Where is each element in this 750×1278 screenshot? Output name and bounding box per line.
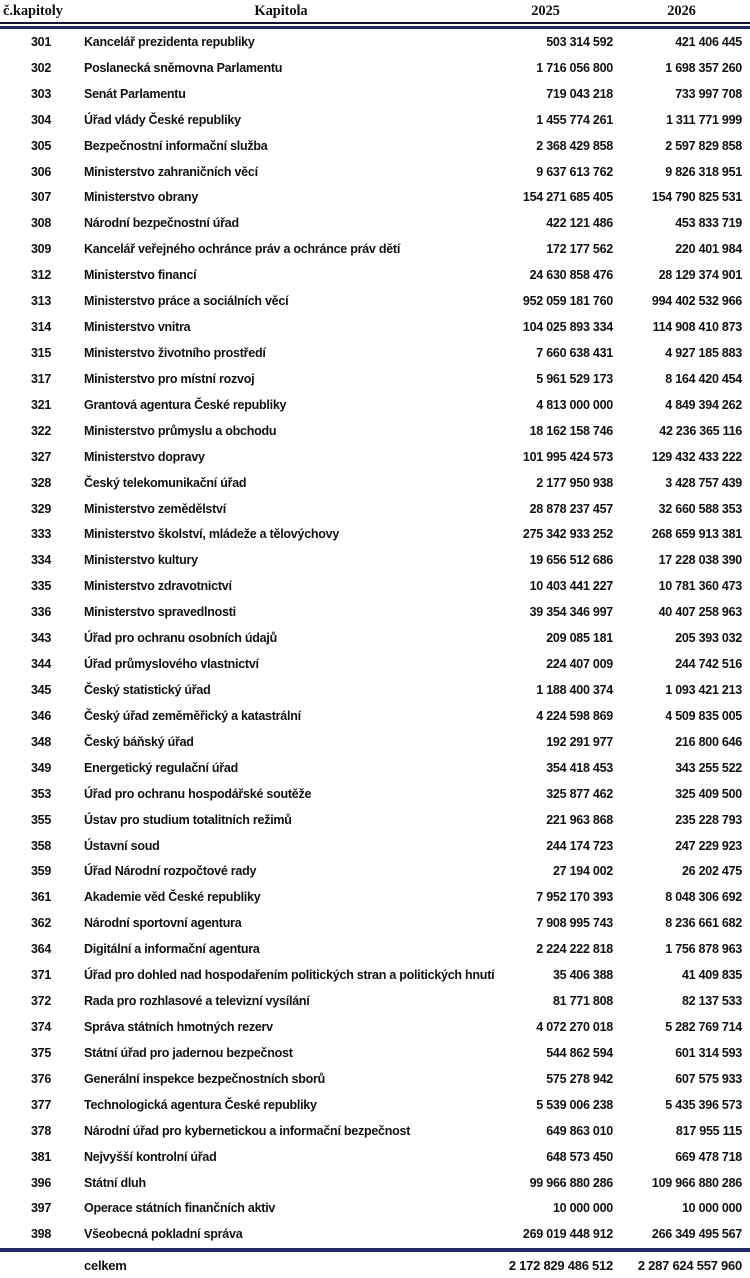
value-2026: 129 432 433 222 bbox=[651, 449, 742, 464]
table-row bbox=[0, 910, 750, 936]
value-2025: 1 188 400 374 bbox=[536, 683, 613, 697]
value-2025: 1 716 056 800 bbox=[536, 60, 613, 75]
chapter-name: Poslanecká sněmovna Parlamentu bbox=[84, 60, 283, 75]
chapter-number: 302 bbox=[30, 60, 52, 75]
chapter-name: Všeobecná pokladní správa bbox=[84, 1227, 243, 1242]
chapter-name: Akademie věd České republiky bbox=[84, 890, 261, 905]
value-2026: 733 997 708 bbox=[675, 86, 742, 101]
table-row bbox=[0, 677, 750, 703]
chapter-number: 309 bbox=[30, 242, 52, 257]
chapter-name: Digitální a informační agentura bbox=[84, 942, 260, 957]
chapter-name: Grantová agentura České republiky bbox=[84, 397, 287, 412]
chapter-number: 346 bbox=[30, 708, 52, 723]
chapter-number: 374 bbox=[30, 1019, 52, 1034]
chapter-number: 353 bbox=[30, 786, 52, 801]
chapter-number: 378 bbox=[30, 1123, 52, 1138]
chapter-name: Český statistický úřad bbox=[84, 683, 211, 697]
table-row bbox=[0, 444, 750, 470]
chapter-number: 314 bbox=[30, 320, 52, 335]
value-2025: 275 342 933 252 bbox=[522, 527, 613, 542]
chapter-number: 329 bbox=[30, 501, 52, 516]
chapter-name: Národní sportovní agentura bbox=[84, 916, 242, 931]
value-2026: 247 229 923 bbox=[675, 838, 742, 853]
table-row bbox=[0, 496, 750, 522]
value-2026: 220 401 984 bbox=[675, 242, 742, 257]
table-row bbox=[0, 107, 750, 133]
table-row bbox=[0, 755, 750, 781]
table-row bbox=[0, 522, 750, 548]
chapter-number: 355 bbox=[30, 812, 52, 827]
table-row bbox=[0, 988, 750, 1014]
chapter-name: Bezpečnostní informační služba bbox=[84, 138, 268, 153]
chapter-name: Technologická agentura České republiky bbox=[84, 1097, 317, 1112]
table-header-row bbox=[0, 0, 750, 22]
chapter-number: 375 bbox=[30, 1045, 52, 1060]
value-2026: 817 955 115 bbox=[675, 1123, 742, 1138]
total-label: celkem bbox=[84, 1258, 127, 1274]
table-row bbox=[0, 1040, 750, 1066]
chapter-number: 327 bbox=[30, 449, 52, 464]
value-2026: 235 228 793 bbox=[675, 812, 742, 827]
table-row bbox=[0, 884, 750, 910]
table-row bbox=[0, 159, 750, 185]
value-2025: 27 194 002 bbox=[552, 864, 613, 879]
value-2026: 41 409 835 bbox=[681, 968, 742, 983]
value-2026: 28 129 374 901 bbox=[658, 268, 742, 283]
chapter-name: Úřad vlády České republiky bbox=[84, 112, 241, 127]
chapter-number: 304 bbox=[30, 112, 52, 127]
chapter-number: 358 bbox=[30, 838, 52, 853]
chapter-number: 308 bbox=[30, 216, 52, 231]
value-2026: 82 137 533 bbox=[681, 994, 742, 1009]
table-row bbox=[0, 340, 750, 366]
value-2026: 10 781 360 473 bbox=[658, 579, 742, 594]
chapter-name: Ministerstvo školství, mládeže a tělovýchovy bbox=[84, 527, 340, 542]
value-2026: 114 908 410 873 bbox=[652, 320, 742, 335]
chapter-number: 398 bbox=[30, 1227, 52, 1242]
value-2026: 9 826 318 951 bbox=[665, 164, 742, 179]
chapter-name: Rada pro rozhlasové a televizní vysílání bbox=[84, 994, 310, 1009]
chapter-number: 359 bbox=[30, 864, 52, 879]
chapter-name: Ministerstvo životního prostředí bbox=[84, 346, 266, 361]
table-row bbox=[0, 210, 750, 236]
value-2025: 192 291 977 bbox=[546, 734, 613, 749]
table-row bbox=[0, 936, 750, 962]
value-2026: 32 660 588 353 bbox=[658, 501, 742, 516]
chapter-number: 372 bbox=[30, 994, 52, 1009]
chapter-number: 397 bbox=[30, 1201, 52, 1216]
value-2026: 601 314 593 bbox=[675, 1045, 742, 1060]
chapter-name: Ústavní soud bbox=[84, 838, 160, 853]
table-row bbox=[0, 29, 750, 55]
value-2025: 104 025 893 334 bbox=[522, 320, 613, 335]
value-2025: 7 908 995 743 bbox=[536, 916, 613, 931]
value-2025: 244 174 723 bbox=[546, 838, 613, 853]
table-row bbox=[0, 547, 750, 573]
value-2025: 81 771 808 bbox=[552, 994, 613, 1009]
value-2026: 1 093 421 213 bbox=[665, 683, 742, 697]
chapter-number: 336 bbox=[30, 605, 52, 620]
value-2026: 10 000 000 bbox=[681, 1201, 742, 1216]
value-2025: 4 072 270 018 bbox=[536, 1019, 613, 1034]
chapter-number: 305 bbox=[30, 138, 52, 153]
table-row bbox=[0, 185, 750, 211]
value-2025: 9 637 613 762 bbox=[536, 164, 613, 179]
chapter-number: 312 bbox=[30, 268, 52, 283]
value-2025: 5 539 006 238 bbox=[536, 1097, 613, 1112]
chapter-number: 301 bbox=[30, 34, 52, 49]
value-2025: 1 455 774 261 bbox=[536, 112, 613, 127]
chapter-number: 321 bbox=[30, 397, 52, 412]
value-2025: 10 000 000 bbox=[552, 1201, 613, 1216]
value-2025: 19 656 512 686 bbox=[529, 553, 613, 568]
chapter-name: Státní úřad pro jadernou bezpečnost bbox=[84, 1045, 293, 1060]
value-2026: 5 282 769 714 bbox=[665, 1019, 742, 1034]
chapter-name: Český úřad zeměměřický a katastrální bbox=[84, 708, 301, 723]
value-2026: 8 236 661 682 bbox=[665, 916, 742, 931]
table-row bbox=[0, 1195, 750, 1221]
table-row bbox=[0, 418, 750, 444]
value-2026: 421 406 445 bbox=[675, 34, 742, 49]
table-row bbox=[0, 729, 750, 755]
chapter-name: Ministerstvo průmyslu a obchodu bbox=[84, 423, 277, 438]
table-row bbox=[0, 1014, 750, 1040]
value-2025: 952 059 181 760 bbox=[522, 294, 613, 309]
table-row bbox=[0, 288, 750, 314]
table-row bbox=[0, 962, 750, 988]
value-2026: 26 202 475 bbox=[681, 864, 742, 879]
value-2026: 5 435 396 573 bbox=[665, 1097, 742, 1112]
chapter-number: 306 bbox=[30, 164, 52, 179]
chapter-name: Ministerstvo zemědělství bbox=[84, 501, 226, 516]
table-row bbox=[0, 807, 750, 833]
chapter-name: Úřad pro ochranu osobních údajů bbox=[84, 631, 277, 646]
chapter-name: Ministerstvo kultury bbox=[84, 553, 198, 568]
value-2025: 18 162 158 746 bbox=[529, 423, 613, 438]
value-2025: 209 085 181 bbox=[546, 631, 613, 646]
chapter-number: 396 bbox=[30, 1175, 52, 1190]
chapter-name: Ministerstvo spravedlnosti bbox=[84, 605, 236, 620]
chapter-number: 322 bbox=[30, 423, 52, 438]
value-2026: 154 790 825 531 bbox=[651, 190, 742, 205]
value-2025: 575 278 942 bbox=[546, 1071, 613, 1086]
chapter-number: 381 bbox=[30, 1149, 52, 1164]
value-2025: 648 573 450 bbox=[546, 1149, 613, 1164]
value-2026: 205 393 032 bbox=[675, 631, 742, 646]
value-2026: 4 927 185 883 bbox=[665, 346, 742, 361]
table-row bbox=[0, 236, 750, 262]
table-row bbox=[0, 133, 750, 159]
value-2025: 4 813 000 000 bbox=[536, 397, 613, 412]
value-2025: 28 878 237 457 bbox=[529, 501, 613, 516]
table-row bbox=[0, 1092, 750, 1118]
chapter-name: Ministerstvo práce a sociálních věcí bbox=[84, 294, 289, 309]
chapter-number: 361 bbox=[30, 890, 52, 905]
chapter-name: Senát Parlamentu bbox=[84, 86, 186, 101]
chapter-number: 364 bbox=[30, 942, 52, 957]
chapter-number: 371 bbox=[30, 968, 52, 983]
value-2026: 669 478 718 bbox=[675, 1149, 742, 1164]
chapter-name: Národní bezpečnostní úřad bbox=[84, 216, 239, 231]
chapter-number: 348 bbox=[30, 734, 52, 749]
chapter-name: Národní úřad pro kybernetickou a informační bezpečnost bbox=[84, 1123, 411, 1138]
table-row bbox=[0, 262, 750, 288]
value-2025: 101 995 424 573 bbox=[522, 449, 613, 464]
table-row bbox=[0, 781, 750, 807]
value-2026: 994 402 532 966 bbox=[651, 294, 742, 309]
value-2025: 544 862 594 bbox=[546, 1045, 613, 1060]
chapter-number: 315 bbox=[30, 346, 52, 361]
value-2025: 719 043 218 bbox=[546, 86, 613, 101]
table-row bbox=[0, 859, 750, 885]
chapter-name: Úřad pro ochranu hospodářské soutěže bbox=[84, 786, 312, 801]
value-2026: 3 428 757 439 bbox=[665, 475, 742, 490]
table-row bbox=[0, 599, 750, 625]
chapter-number: 333 bbox=[30, 527, 52, 542]
table-row bbox=[0, 81, 750, 107]
value-2025: 221 963 868 bbox=[546, 812, 613, 827]
chapter-number: 328 bbox=[30, 475, 52, 490]
chapter-number: 344 bbox=[30, 657, 52, 672]
column-header-2025: 2025 bbox=[531, 2, 560, 19]
chapter-name: Ministerstvo dopravy bbox=[84, 449, 205, 464]
value-2026: 607 575 933 bbox=[675, 1071, 742, 1086]
value-2025: 99 966 880 286 bbox=[529, 1175, 613, 1190]
chapter-name: Ústav pro studium totalitních režimů bbox=[84, 812, 292, 827]
table-row bbox=[0, 392, 750, 418]
chapter-number: 362 bbox=[30, 916, 52, 931]
chapter-name: Správa státních hmotných rezerv bbox=[84, 1019, 273, 1034]
chapter-name: Státní dluh bbox=[84, 1175, 146, 1190]
value-2026: 4 849 394 262 bbox=[665, 397, 742, 412]
table-row bbox=[0, 1118, 750, 1144]
value-2025: 24 630 858 476 bbox=[529, 268, 613, 283]
total-value-2026: 2 287 624 557 960 bbox=[637, 1258, 742, 1274]
value-2025: 354 418 453 bbox=[546, 760, 613, 775]
value-2026: 216 800 646 bbox=[675, 734, 742, 749]
chapter-name: Nejvyšší kontrolní úřad bbox=[84, 1149, 217, 1164]
value-2025: 325 877 462 bbox=[546, 786, 613, 801]
total-value-2025: 2 172 829 486 512 bbox=[508, 1258, 613, 1274]
table-row bbox=[0, 651, 750, 677]
chapter-name: Ministerstvo obrany bbox=[84, 190, 199, 205]
chapter-number: 303 bbox=[30, 86, 52, 101]
chapter-name: Generální inspekce bezpečnostních sborů bbox=[84, 1071, 326, 1086]
column-header-2026: 2026 bbox=[667, 2, 696, 19]
value-2025: 649 863 010 bbox=[546, 1123, 613, 1138]
value-2026: 268 659 913 381 bbox=[651, 527, 742, 542]
value-2026: 1 756 878 963 bbox=[665, 942, 742, 957]
table-row bbox=[0, 573, 750, 599]
value-2025: 422 121 486 bbox=[546, 216, 613, 231]
value-2026: 42 236 365 116 bbox=[659, 423, 742, 438]
value-2025: 503 314 592 bbox=[546, 34, 613, 49]
column-header-chapter-number: č.kapitoly bbox=[3, 2, 63, 19]
chapter-name: Úřad Národní rozpočtové rady bbox=[84, 864, 257, 879]
value-2025: 2 368 429 858 bbox=[536, 138, 613, 153]
value-2026: 8 048 306 692 bbox=[665, 890, 742, 905]
total-row bbox=[0, 1252, 750, 1278]
chapter-number: 307 bbox=[30, 190, 52, 205]
value-2026: 244 742 516 bbox=[675, 657, 742, 672]
column-header-chapter-name: Kapitola bbox=[254, 2, 308, 19]
chapter-name: Energetický regulační úřad bbox=[84, 760, 238, 775]
chapter-name: Ministerstvo zahraničních věcí bbox=[84, 164, 258, 179]
table-row bbox=[0, 366, 750, 392]
chapter-number: 349 bbox=[30, 760, 52, 775]
chapter-number: 343 bbox=[30, 631, 52, 646]
table-body bbox=[0, 29, 750, 1247]
value-2026: 2 597 829 858 bbox=[665, 138, 742, 153]
chapter-name: Český telekomunikační úřad bbox=[84, 475, 247, 490]
table-row bbox=[0, 1066, 750, 1092]
value-2026: 40 407 258 963 bbox=[658, 605, 742, 620]
value-2025: 10 403 441 227 bbox=[529, 579, 613, 594]
chapter-number: 376 bbox=[30, 1071, 52, 1086]
value-2026: 1 311 771 999 bbox=[666, 112, 742, 127]
value-2026: 325 409 500 bbox=[675, 786, 742, 801]
chapter-number: 313 bbox=[30, 294, 52, 309]
value-2025: 154 271 685 405 bbox=[522, 190, 613, 205]
chapter-name: Kancelář prezidenta republiky bbox=[84, 34, 255, 49]
value-2025: 39 354 346 997 bbox=[529, 605, 613, 620]
chapter-name: Ministerstvo pro místní rozvoj bbox=[84, 371, 255, 386]
value-2026: 17 228 038 390 bbox=[658, 553, 742, 568]
chapter-number: 377 bbox=[30, 1097, 52, 1112]
value-2025: 269 019 448 912 bbox=[522, 1227, 613, 1242]
value-2025: 7 660 638 431 bbox=[536, 346, 613, 361]
value-2025: 35 406 388 bbox=[552, 968, 613, 983]
value-2026: 109 966 880 286 bbox=[651, 1175, 742, 1190]
table-row bbox=[0, 1144, 750, 1170]
chapter-number: 334 bbox=[30, 553, 52, 568]
value-2026: 4 509 835 005 bbox=[665, 708, 742, 723]
table-row bbox=[0, 314, 750, 340]
value-2025: 5 961 529 173 bbox=[536, 371, 613, 386]
table-row bbox=[0, 1170, 750, 1196]
chapter-number: 317 bbox=[30, 371, 52, 386]
table-row bbox=[0, 625, 750, 651]
value-2026: 453 833 719 bbox=[675, 216, 742, 231]
value-2026: 1 698 357 260 bbox=[665, 60, 742, 75]
value-2025: 4 224 598 869 bbox=[536, 708, 613, 723]
value-2025: 224 407 009 bbox=[546, 657, 613, 672]
table-row bbox=[0, 55, 750, 81]
chapter-name: Ministerstvo zdravotnictví bbox=[84, 579, 232, 594]
value-2026: 8 164 420 454 bbox=[665, 371, 742, 386]
table-row bbox=[0, 833, 750, 859]
chapter-name: Český báňský úřad bbox=[84, 734, 194, 749]
value-2026: 343 255 522 bbox=[675, 760, 742, 775]
value-2025: 2 177 950 938 bbox=[536, 475, 613, 490]
chapter-name: Ministerstvo financí bbox=[84, 268, 197, 283]
chapter-name: Operace státních finančních aktiv bbox=[84, 1201, 276, 1216]
chapter-name: Ministerstvo vnitra bbox=[84, 320, 191, 335]
chapter-name: Kancelář veřejného ochránce práv a ochránce práv dětí bbox=[84, 242, 401, 257]
value-2025: 172 177 562 bbox=[546, 242, 613, 257]
value-2026: 266 349 495 567 bbox=[651, 1227, 742, 1242]
chapter-number: 335 bbox=[30, 579, 52, 594]
value-2025: 7 952 170 393 bbox=[536, 890, 613, 905]
chapter-number: 345 bbox=[30, 683, 52, 697]
chapter-name: Úřad průmyslového vlastnictví bbox=[84, 657, 259, 672]
table-row bbox=[0, 703, 750, 729]
table-row bbox=[0, 1221, 750, 1247]
chapter-name: Úřad pro dohled nad hospodařením politických stran a politických hnutí bbox=[84, 968, 495, 983]
value-2025: 2 224 222 818 bbox=[536, 942, 613, 957]
table-row bbox=[0, 470, 750, 496]
